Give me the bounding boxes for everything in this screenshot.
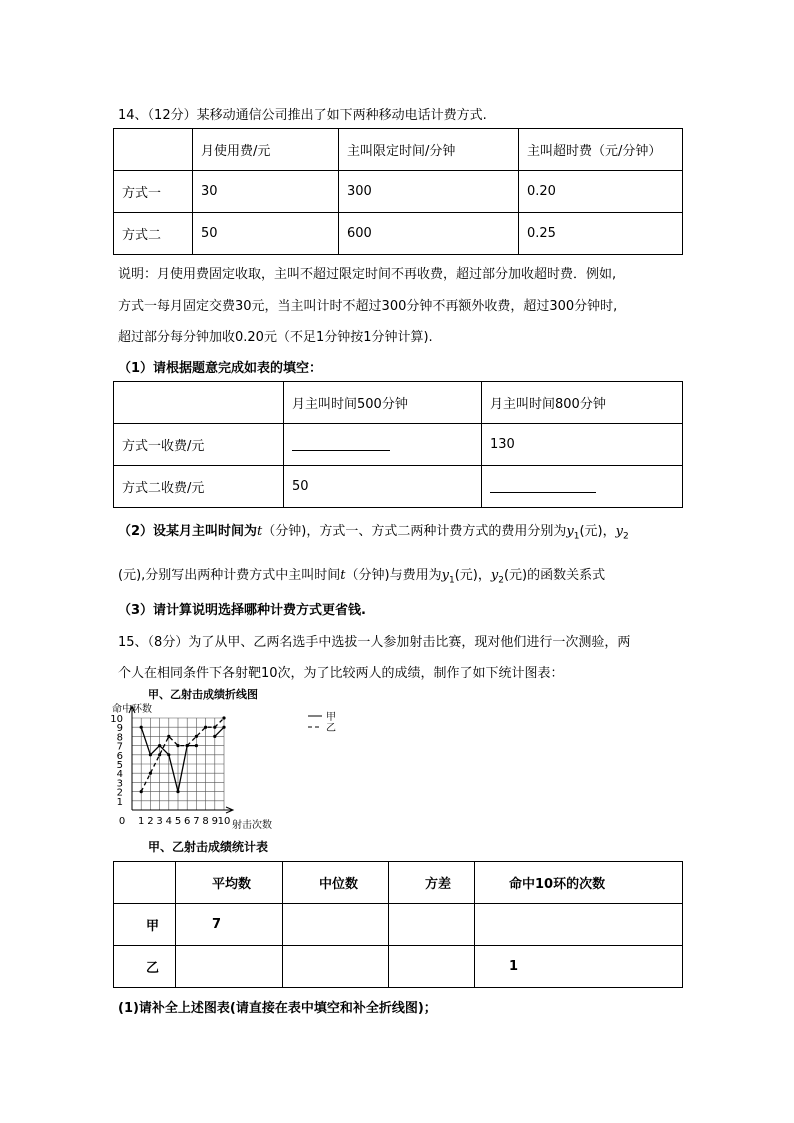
x-tick-label: 0 bbox=[118, 816, 126, 827]
data-point-yi bbox=[213, 726, 216, 729]
table-header-cell: 月使用费/元 bbox=[193, 129, 339, 171]
answer-blank-cell[interactable] bbox=[284, 424, 482, 466]
y-tick-label: 2 bbox=[116, 787, 123, 799]
data-point-jia bbox=[213, 735, 216, 738]
y-tick-label: 9 bbox=[116, 723, 123, 735]
table-row bbox=[114, 424, 683, 466]
y-tick-label: 1 bbox=[116, 796, 123, 808]
table-cell: 甲 bbox=[114, 904, 176, 946]
data-point-jia bbox=[195, 744, 198, 747]
data-point-yi bbox=[149, 772, 152, 775]
fill-in-table bbox=[113, 381, 683, 508]
answer-blank-cell[interactable] bbox=[389, 946, 475, 988]
q14-part2-line1: （2）设某月主叫时间为t（分钟)，方式一、方式二两种计费方式的费用分别为$y_1$(元)，$y_2$ bbox=[118, 524, 629, 542]
y-tick-label: 4 bbox=[116, 769, 123, 781]
data-point-yi bbox=[186, 744, 189, 747]
y-tick-label: 3 bbox=[116, 778, 123, 790]
table-cell: 30 bbox=[193, 171, 339, 213]
q15-part1: (1)请补全上述图表(请直接在表中填空和补全折线图)； bbox=[118, 1001, 437, 1016]
table-cell: 方式一收费/元 bbox=[114, 424, 284, 466]
answer-blank-cell[interactable] bbox=[475, 904, 683, 946]
y-tick-label: 7 bbox=[116, 741, 123, 753]
table-cell: 50 bbox=[284, 466, 482, 508]
data-point-jia bbox=[158, 744, 161, 747]
table-title: 甲、乙射击成绩统计表 bbox=[148, 840, 269, 854]
data-point-yi bbox=[222, 716, 225, 719]
answer-blank-cell[interactable] bbox=[283, 904, 389, 946]
x-tick-label: 6 bbox=[184, 816, 191, 827]
table-header-cell: 方差 bbox=[389, 862, 475, 904]
data-point-yi bbox=[176, 744, 179, 747]
table-cell: 50 bbox=[193, 213, 339, 255]
x-tick-label: 2 bbox=[147, 816, 154, 827]
table-header-cell: 中位数 bbox=[283, 862, 389, 904]
data-point-jia bbox=[176, 790, 179, 793]
answer-blank[interactable] bbox=[292, 438, 390, 451]
table-cell bbox=[114, 382, 284, 424]
answer-blank[interactable] bbox=[490, 480, 596, 493]
x-tick-label: 5 bbox=[174, 816, 182, 827]
table-cell: 方式二 bbox=[114, 213, 193, 255]
answer-blank-cell[interactable] bbox=[283, 946, 389, 988]
table-cell: 130 bbox=[482, 424, 683, 466]
y-tick-label: 10 bbox=[110, 714, 123, 725]
fee-plan-table bbox=[113, 128, 683, 255]
q15-header-line1: 15、（8分）为了从甲、乙两名选手中选拔一人参加射击比赛，现对他们进行一次测验，两 bbox=[118, 635, 631, 650]
table-row bbox=[114, 862, 683, 904]
table-cell: 0.25 bbox=[519, 213, 683, 255]
x-tick-label: 3 bbox=[156, 816, 163, 827]
x-tick-label: 8 bbox=[202, 816, 209, 827]
legend-label-jia: 甲 bbox=[326, 712, 336, 723]
data-point-yi bbox=[204, 726, 207, 729]
table-cell: 600 bbox=[339, 213, 519, 255]
table-header-cell: 月主叫时间800分钟 bbox=[482, 382, 683, 424]
table-cell: 乙 bbox=[114, 946, 176, 988]
table-row bbox=[114, 946, 683, 988]
data-point-yi bbox=[195, 735, 198, 738]
data-point-jia bbox=[167, 753, 170, 756]
x-tick-label: 1 bbox=[138, 816, 145, 827]
table-cell bbox=[114, 862, 176, 904]
data-point-yi bbox=[140, 790, 143, 793]
table-row bbox=[114, 171, 683, 213]
x-tick-label: 9 bbox=[211, 816, 218, 827]
legend-label-yi: 乙 bbox=[326, 723, 336, 734]
note-line: 方式一每月固定交费30元，当主叫计时不超过300分钟不再额外收费，超过300分钟时, bbox=[118, 299, 618, 314]
answer-blank-cell[interactable] bbox=[176, 946, 283, 988]
table-cell: 0.20 bbox=[519, 171, 683, 213]
note-line: 说明：月使用费固定收取，主叫不超过限定时间不再收费，超过部分加收超时费．例如, bbox=[118, 267, 617, 282]
table-cell: 方式一 bbox=[114, 171, 193, 213]
table-header-cell: 命中10环的次数 bbox=[475, 862, 683, 904]
answer-blank-cell[interactable] bbox=[482, 466, 683, 508]
y-tick-label: 8 bbox=[116, 732, 123, 744]
table-row bbox=[114, 213, 683, 255]
answer-blank-cell[interactable] bbox=[389, 904, 475, 946]
series-line-jia bbox=[215, 727, 224, 736]
table-cell: 1 bbox=[475, 946, 683, 988]
q14-part3: （3）请计算说明选择哪种计费方式更省钱. bbox=[118, 603, 366, 618]
q14-header: 14、（12分）某移动通信公司推出了如下两种移动电话计费方式. bbox=[118, 108, 487, 123]
table-row bbox=[114, 904, 683, 946]
q14-part2-line2: (元),分别写出两种计费方式中主叫时间t（分钟)与费用为$y_1$(元)，$y_2$(元)的函数关系式 bbox=[118, 568, 606, 586]
table-row bbox=[114, 382, 683, 424]
data-point-jia bbox=[222, 726, 225, 729]
data-point-jia bbox=[140, 726, 143, 729]
table-header-cell: 主叫超时费（元/分钟） bbox=[519, 129, 683, 171]
y-tick-label: 5 bbox=[116, 760, 123, 771]
table-row bbox=[114, 129, 683, 171]
table-cell: 7 bbox=[176, 904, 283, 946]
q14-part1: （1）请根据题意完成如表的填空： bbox=[118, 361, 323, 376]
y-axis-label: 命中环数 bbox=[112, 704, 152, 715]
x-axis-label: 射击次数 bbox=[232, 820, 272, 831]
q15-header-line2: 个人在相同条件下各射靶10次，为了比较两人的成绩，制作了如下统计图表： bbox=[118, 666, 564, 681]
chart-title: 甲、乙射击成绩折线图 bbox=[148, 688, 258, 701]
x-tick-label: 4 bbox=[165, 816, 172, 827]
table-header-cell: 月主叫时间500分钟 bbox=[284, 382, 482, 424]
data-point-yi bbox=[167, 735, 170, 738]
shooting-line-chart bbox=[110, 700, 370, 834]
statistics-table bbox=[113, 861, 683, 988]
table-row bbox=[114, 466, 683, 508]
table-header-cell: 主叫限定时间/分钟 bbox=[339, 129, 519, 171]
x-tick-label: 10 bbox=[217, 816, 231, 827]
y-tick-label: 6 bbox=[116, 750, 123, 762]
table-cell: 方式二收费/元 bbox=[114, 466, 284, 508]
table-cell: 300 bbox=[339, 171, 519, 213]
data-point-jia bbox=[149, 753, 152, 756]
table-header-cell: 平均数 bbox=[176, 862, 283, 904]
note-line: 超过部分每分钟加收0.20元（不足1分钟按1分钟计算). bbox=[118, 330, 433, 345]
data-point-yi bbox=[158, 753, 161, 756]
table-cell bbox=[114, 129, 193, 171]
x-tick-label: 7 bbox=[193, 816, 200, 827]
